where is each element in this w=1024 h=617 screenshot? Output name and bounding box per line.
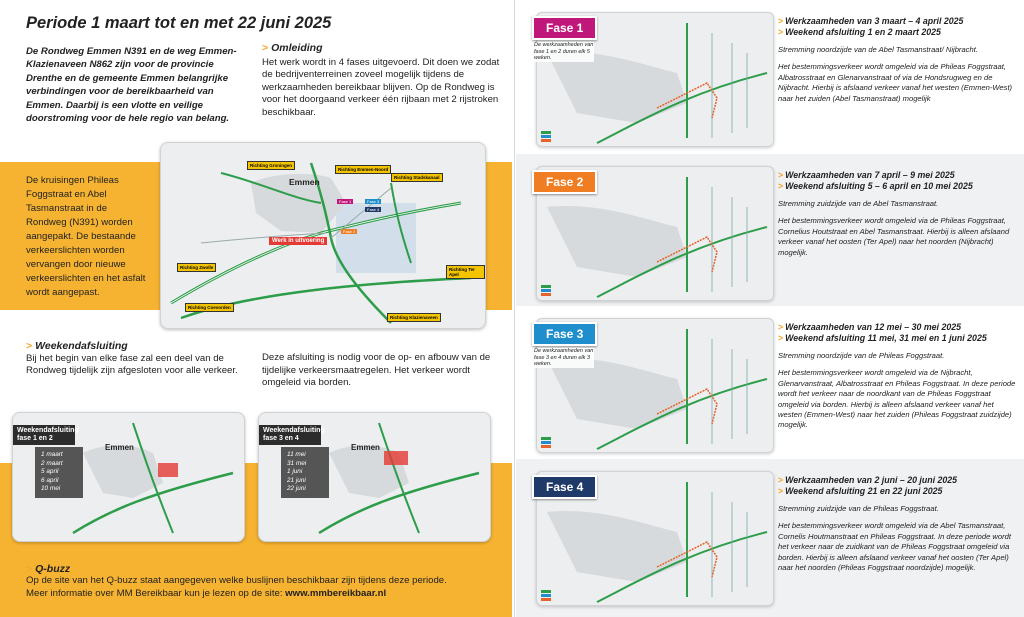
weekendafsluiting-section [26,340,261,378]
phase-stremming: Stremming zuidzijde van de Abel Tasmanstraat. [778,199,939,208]
qbuzz-line-1: Op de site van het Q-buzz staat aangegeven welke buslijnen beschikbaar zijn tijdens deze periode. [26,575,447,587]
work-in-progress-label: Werk in uitvoering [269,237,327,245]
weekend-body: Bij het begin van elke fase zal een deel van de Rondweg tijdelijk zijn afgesloten voor alle verkeer. [26,352,238,377]
overview-map-graphic [161,143,486,329]
phase-note: De werkzaamheden van fase 3 en 4 duren elk 3 weken. [534,348,594,367]
map-city-label: Emmen [289,177,320,187]
phase-stremming: Stremming noordzijde van de Phileas Foggstraat. [778,351,945,360]
phase-marker-1: Fase 1 [339,199,352,204]
direction-tag: Richting Zwolle [177,263,216,272]
weekend-dates-2: 11 mei 31 mei 1 juni 21 juni 22 juni [281,447,329,498]
right-page [516,0,1024,617]
weekend-title-1: Weekendafsluiting fase 1 en 2 [13,425,75,445]
phase-badge: Fase 2 [532,170,597,194]
phase-marker-4: Fase 4 [367,207,380,212]
phase-omleiding: Het bestemmingsverkeer wordt omgeleid via de Phileas Foggstraat, Albatrosstraat en Glenarvanstraat of via de Hondsrugweg en de Nijbracht. Hierbij is afslaand verkeer vanaf het westen (Emmen-West) naar het zuiden (Abel Tasmanstraat) mogelijk [778,62,1013,103]
phase-block-2 [516,154,1024,306]
website-link[interactable]: www.mmbereikbaar.nl [285,587,387,599]
chevron-right-icon: > [778,181,784,191]
intro-text: De Rondweg Emmen N391 en de weg Emmen-Klazienaveen N862 zijn voor de provincie Drenthe en de gemeente Emmen belangrijke verbindingen voor de bereikbaarheid van Emmen. Daarbij is een vlotte en veilige doorstroming voor de hele regio van belang. [26,46,237,125]
phase-stremming: Stremming zuidzijde van de Phileas Foggstraat. [778,504,939,513]
direction-tag: Richting Groningen [247,161,295,170]
qbuzz-line-2: Meer informatie over MM Bereikbaar kun je lezen op de site: www.mmbereikbaar.nl [26,587,387,599]
map-legend [541,130,551,142]
phase-badge: Fase 1 [532,16,597,40]
weekend-dates-1: 1 maart 2 maart 5 april 6 april 10 mei [35,447,83,498]
map-legend [541,589,551,601]
phase-badge: Fase 4 [532,475,597,499]
phase-weekend-heading: > Weekend afsluiting 11 mei, 31 mei en 1 juni 2025 [778,333,987,343]
phase-text [778,475,1018,573]
overview-map [160,142,486,329]
phase-block-1 [516,0,1024,154]
chevron-right-icon: > [778,27,784,37]
phase-omleiding: Het bestemmingsverkeer wordt omgeleid via de Abel Tasmanstraat, Cornelis Houtmanstraat en Phileas Foggstraat. In deze periode wordt het verkeer naar de zuidkant van de Phileas Foggstraat omgeleid via borden. Hierbij is alleen afslaand verkeer vanaf het oosten (Ter Apel) naar het noorden (Phileas Foggstraat noordzijde) mogelijk. [778,521,1011,573]
phase-marker-2: Fase 2 [343,229,356,234]
page-divider [514,0,515,617]
phase-text [778,16,1018,104]
chevron-right-icon: > [778,170,784,180]
phase-marker-3: Fase 3 [367,199,380,204]
phase-stremming: Stremming noordzijde van de Abel Tasmanstraat/ Nijbracht. [778,45,978,54]
map-city-label: Emmen [105,443,134,452]
map-legend [541,284,551,296]
direction-tag: Richting Klazienaveen [387,313,441,322]
phase-weekend-heading: > Weekend afsluiting 5 – 6 april en 10 mei 2025 [778,181,973,191]
weekend-heading: > Weekendafsluiting [26,340,128,352]
phase-omleiding: Het bestemmingsverkeer wordt omgeleid via de Phileas Foggstraat, Cornelius Houtstraat en Abel Tasmanstraat. Hierbij is alleen afslaand verkeer vanaf het oosten (Ter Apel) naar het noorden (Nijbracht) mogelijk. [778,216,1010,257]
phase-note: De werkzaamheden van fase 1 en 2 duren elk 5 weken. [534,42,594,61]
phase-omleiding: Het bestemmingsverkeer wordt omgeleid via de Nijbracht, Glenarvanstraat, Albatrosstraat en Phileas Foggstraat. In deze periode wordt het verkeer naar de noordkant van de Phileas Foggstraat omgeleid via borden. Hierbij is alleen afslaand verkeer vanaf het westen (Emmen-West) naar het zuiden (Phileas Foggstraat zuidzijde) mogelijk. [778,368,1016,430]
phase-weekend-heading: > Weekend afsluiting 1 en 2 maart 2025 [778,27,941,37]
omleiding-body: Het werk wordt in 4 fases uitgevoerd. Dit doen we zodat de bedrijventerreinen zoveel mogelijk tijdens de werkzaamheden bereikbaar blijven. Op de Rondweg is voor het doorgaand verkeer één rijbaan met 2 rijstroken beschikbaar. [262,56,500,118]
weekend-body-2: Deze afsluiting is nodig voor de op- en afbouw van de tijdelijke verkeersmaatregelen. Het verkeer wordt omgeleid via borden. [262,352,491,389]
direction-tag: Richting Coevorden [185,303,234,312]
phase-weekend-heading: > Weekend afsluiting 21 en 22 juni 2025 [778,486,943,496]
chevron-right-icon: > [778,486,784,496]
page-title: Periode 1 maart tot en met 22 juni 2025 [26,14,332,32]
direction-tag: Richting Ter Apel [446,265,485,279]
omleiding-section [262,42,502,120]
phase-block-3 [516,306,1024,459]
chevron-right-icon: > [778,475,784,485]
chevron-right-icon: > [778,16,784,26]
phase-text [778,322,1018,431]
phase-block-4 [516,459,1024,617]
chevron-right-icon: > [262,42,269,54]
weekend-map-1 [12,412,245,542]
chevron-right-icon: > [26,340,33,352]
direction-tag: Richting Emmen-Noord [335,165,391,174]
phase-badge: Fase 3 [532,322,597,346]
kruisingen-text: De kruisingen Phileas Foggstraat en Abel Tasmanstraat in de Rondweg (N391) worden aangepakt. De bestaande verkeerslichten worden vervangen door nieuwe verkeerslichten en het asfalt wordt aangepast. [26,175,146,298]
phase-work-heading: > Werkzaamheden van 3 maart – 4 april 2025 [778,16,964,26]
omleiding-heading: > Omleiding [262,42,323,54]
direction-tag: Richting Stadskanaal [391,173,443,182]
qbuzz-section [26,563,496,600]
chevron-right-icon: > [778,322,784,332]
phase-work-heading: > Werkzaamheden van 12 mei – 30 mei 2025 [778,322,962,332]
qbuzz-heading: > Q-buzz [26,563,71,575]
phase-text [778,170,1018,258]
phase-work-heading: > Werkzaamheden van 2 juni – 20 juni 2025 [778,475,958,485]
chevron-right-icon: > [778,333,784,343]
phase-work-heading: > Werkzaamheden van 7 april – 9 mei 2025 [778,170,955,180]
map-city-label: Emmen [351,443,380,452]
weekend-map-2 [258,412,491,542]
map-legend [541,436,551,448]
chevron-right-icon: > [26,563,33,575]
weekend-title-2: Weekendafsluiting fase 3 en 4 [259,425,321,445]
